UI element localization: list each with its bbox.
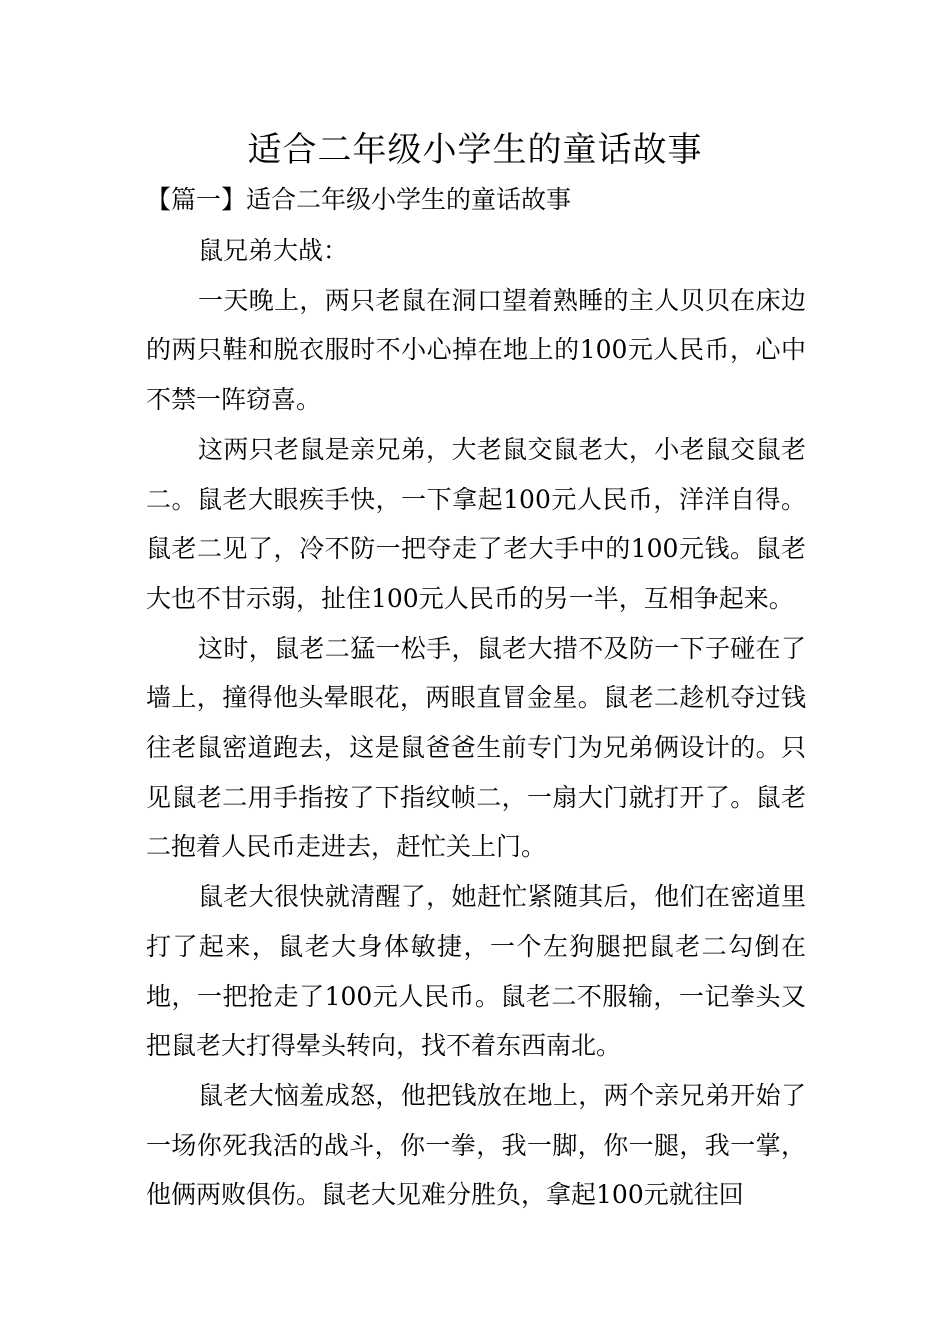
paragraph: 这两只老鼠是亲兄弟，大老鼠交鼠老大，小老鼠交鼠老二。鼠老大眼疾手快，一下拿起100元人民币，洋洋自得。鼠老二见了，冷不防一把夺走了老大手中的100元钱。鼠老大也不甘示弱，扯住100元人民币的另一半，互相争起来。	[146, 434, 806, 613]
paragraph: 一天晚上，两只老鼠在洞口望着熟睡的主人贝贝在床边的两只鞋和脱衣服时不小心掉在地上的100元人民币，心中不禁一阵窃喜。	[146, 285, 806, 415]
paragraph: 这时，鼠老二猛一松手，鼠老大措不及防一下子碰在了墙上，撞得他头晕眼花，两眼直冒金星。鼠老二趁机夺过钱往老鼠密道跑去，这是鼠爸爸生前专门为兄弟俩设计的。只见鼠老二用手指按了下指纹帧二，一扇大门就打开了。鼠老二抱着人民币走进去，赶忙关上门。	[146, 633, 806, 862]
story-body	[146, 226, 806, 1220]
story-title: 鼠兄弟大战：	[198, 236, 349, 265]
document-title: 适合二年级小学生的童话故事	[247, 130, 703, 170]
paragraph: 鼠老大恼羞成怒，他把钱放在地上，两个亲兄弟开始了一场你死我活的战斗，你一拳，我一脚，你一腿，我一掌，他俩两败俱伤。鼠老大见难分胜负，拿起100元就往回	[146, 1080, 806, 1210]
paragraph: 鼠老大很快就清醒了，她赶忙紧随其后，他们在密道里打了起来，鼠老大身体敏捷，一个左狗腿把鼠老二勾倒在地，一把抢走了100元人民币。鼠老二不服输，一记拳头又把鼠老大打得晕头转向，找不着东西南北。	[146, 882, 806, 1061]
section-heading: 【篇一】适合二年级小学生的童话故事	[146, 185, 572, 214]
